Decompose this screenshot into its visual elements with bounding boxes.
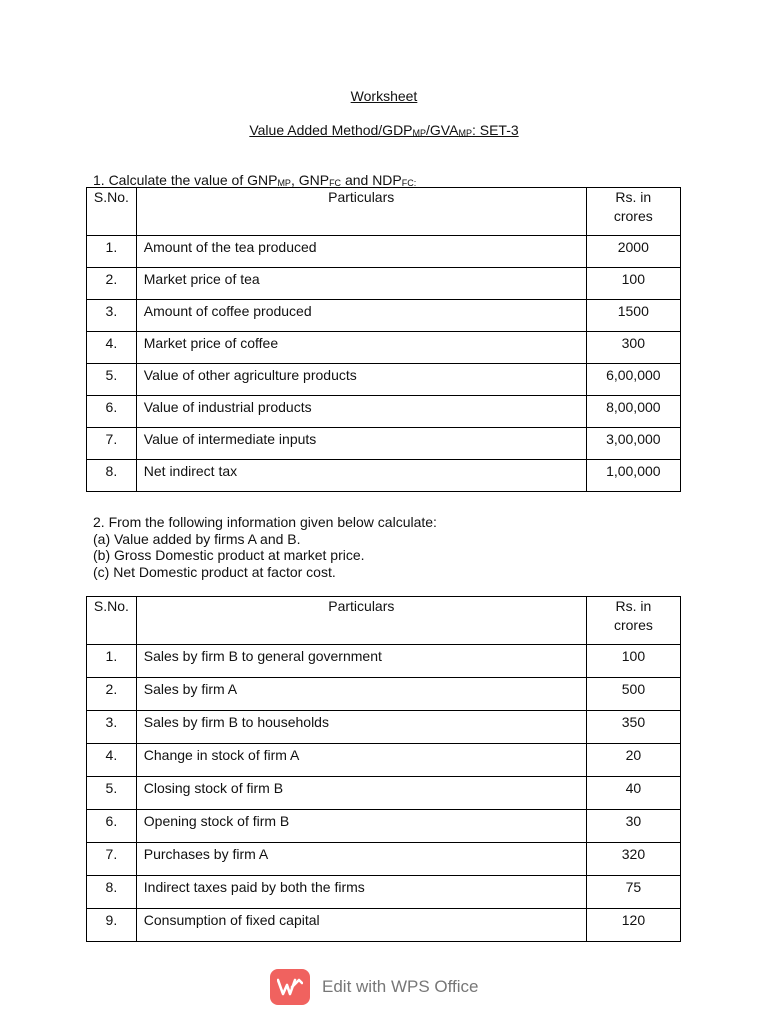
table-row (87, 396, 681, 428)
cell-value: 8,00,000 (586, 396, 680, 428)
table-header-row (87, 597, 681, 645)
table-row (87, 777, 681, 810)
cell-sno: 7. (87, 428, 137, 460)
cell-value: 20 (586, 744, 680, 777)
table-row (87, 236, 681, 268)
cell-particular: Consumption of fixed capital (136, 909, 586, 942)
table-row (87, 332, 681, 364)
cell-sno: 3. (87, 300, 137, 332)
header-particulars: Particulars (136, 597, 586, 645)
wps-edit-label: Edit with WPS Office (322, 977, 479, 996)
table-row (87, 645, 681, 678)
cell-sno: 2. (87, 268, 137, 300)
cell-particular: Value of intermediate inputs (136, 428, 586, 460)
table-row (87, 744, 681, 777)
cell-value: 500 (586, 678, 680, 711)
cell-sno: 3. (87, 711, 137, 744)
cell-value: 75 (586, 876, 680, 909)
table-row (87, 909, 681, 942)
table-row (87, 300, 681, 332)
cell-value: 300 (586, 332, 680, 364)
table-row (87, 364, 681, 396)
cell-particular: Sales by firm A (136, 678, 586, 711)
cell-sno: 4. (87, 332, 137, 364)
cell-value: 120 (586, 909, 680, 942)
wps-logo-icon (270, 969, 310, 1005)
cell-particular: Net indirect tax (136, 460, 586, 492)
table-row (87, 711, 681, 744)
table-row (87, 428, 681, 460)
cell-value: 320 (586, 843, 680, 876)
table-row (87, 460, 681, 492)
cell-value: 1500 (586, 300, 680, 332)
question-2: 2. From the following information given below calculate: (a) Value added by firms A and B. (b) Gross Domestic product at market price. (c) Net Domestic product at factor cost. (93, 514, 437, 580)
cell-sno: 1. (87, 645, 137, 678)
cell-particular: Amount of coffee produced (136, 300, 586, 332)
question-1: 1. Calculate the value of $GNP_{MP}$, $GNP_{FC}$ and $NDP_{FC:}$ (93, 172, 417, 188)
cell-value: 40 (586, 777, 680, 810)
cell-sno: 6. (87, 810, 137, 843)
header-particulars: Particulars (136, 188, 586, 236)
header-rs-in-crores: Rs. in crores (586, 597, 680, 645)
cell-sno: 8. (87, 876, 137, 909)
cell-particular: Purchases by firm A (136, 843, 586, 876)
cell-sno: 5. (87, 364, 137, 396)
worksheet-title: Worksheet (350, 88, 418, 104)
cell-sno: 7. (87, 843, 137, 876)
cell-sno: 8. (87, 460, 137, 492)
cell-particular: Market price of tea (136, 268, 586, 300)
cell-sno: 5. (87, 777, 137, 810)
header-sno: S.No. (87, 188, 137, 236)
cell-particular: Sales by firm B to households (136, 711, 586, 744)
cell-particular: Value of other agriculture products (136, 364, 586, 396)
cell-particular: Value of industrial products (136, 396, 586, 428)
table-row (87, 268, 681, 300)
wps-watermark (270, 969, 479, 1005)
table-row (87, 678, 681, 711)
table-1 (86, 187, 681, 492)
cell-value: 1,00,000 (586, 460, 680, 492)
worksheet-subtitle: Value Added Method/$GDP_{MP}/GVA_{MP}$: SET-3 (249, 122, 519, 138)
table-row (87, 810, 681, 843)
cell-particular: Market price of coffee (136, 332, 586, 364)
cell-value: 2000 (586, 236, 680, 268)
cell-particular: Sales by firm B to general government (136, 645, 586, 678)
cell-value: 30 (586, 810, 680, 843)
cell-particular: Opening stock of firm B (136, 810, 586, 843)
cell-sno: 4. (87, 744, 137, 777)
header-sno: S.No. (87, 597, 137, 645)
cell-value: 100 (586, 645, 680, 678)
cell-sno: 9. (87, 909, 137, 942)
cell-value: 100 (586, 268, 680, 300)
header-rs-in-crores: Rs. in crores (586, 188, 680, 236)
cell-sno: 1. (87, 236, 137, 268)
cell-particular: Indirect taxes paid by both the firms (136, 876, 586, 909)
cell-sno: 6. (87, 396, 137, 428)
cell-particular: Closing stock of firm B (136, 777, 586, 810)
cell-particular: Amount of the tea produced (136, 236, 586, 268)
table-row (87, 876, 681, 909)
cell-sno: 2. (87, 678, 137, 711)
cell-value: 6,00,000 (586, 364, 680, 396)
cell-particular: Change in stock of firm A (136, 744, 586, 777)
cell-value: 350 (586, 711, 680, 744)
table-2 (86, 596, 681, 942)
cell-value: 3,00,000 (586, 428, 680, 460)
table-row (87, 843, 681, 876)
table-header-row (87, 188, 681, 236)
